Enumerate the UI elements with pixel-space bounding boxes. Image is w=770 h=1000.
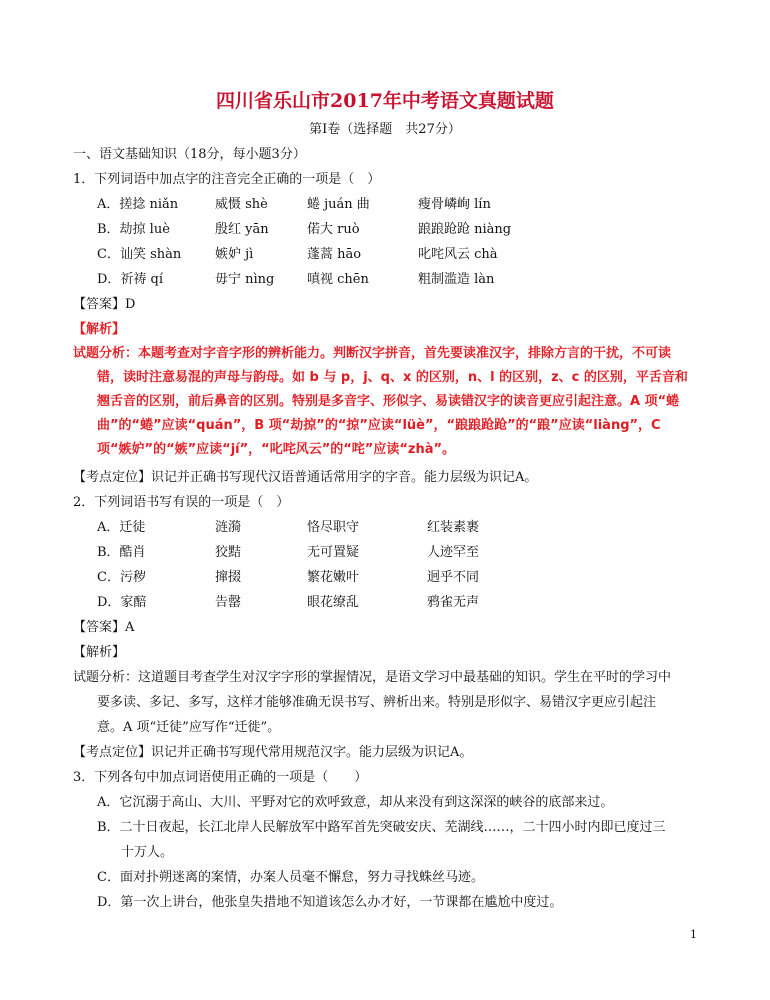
- option-cell: 粗制滥造 làn: [418, 272, 495, 287]
- option-line: B．二十日夜起，长江北岸人民解放军中路军首先突破安庆、芜湖线……，二十四小时内即已度过三: [97, 820, 666, 835]
- option-cell: 蜷 juán 曲: [307, 197, 370, 212]
- option-cell: D．祈祷 qí: [97, 272, 164, 287]
- analysis-line: 试题分析：本题考查对字音字形的辨析能力。判断汉字拼音，首先要读准汉字，排除方言的干扰，不可读: [73, 346, 672, 361]
- option-cell: 叱咤风云 chà: [418, 247, 498, 262]
- option-cell: A．搓捻 niǎn: [97, 197, 179, 212]
- question-2-stem: 2．下列词语书写有误的一项是（ ）: [73, 495, 290, 510]
- option-cell: 毋宁 nìng: [215, 272, 275, 287]
- option-cell: 殷红 yān: [215, 222, 269, 237]
- analysis-line: 要多读、多记、多写，这样才能够准确无误书写、辨析出来。特别是形似字、易错汉字更应引起注: [97, 695, 657, 710]
- option-line: C．面对扑朔迷离的案情，办案人员毫不懈怠，努力寻找蛛丝马迹。: [97, 870, 484, 885]
- option-cell: B．酷肖: [97, 545, 146, 560]
- question-3-stem: 3．下列各句中加点词语使用正确的一项是（ ）: [73, 770, 368, 785]
- analysis-heading: 【解析】: [73, 645, 126, 660]
- knowledge-point: 【考点定位】识记并正确书写现代汉语普通话常用字的字音。能力层级为识记A。: [73, 470, 538, 485]
- option-line: D．第一次上讲台，他张皇失措地不知道该怎么办才好，一节课都在尴尬中度过。: [97, 895, 563, 910]
- option-cell: B．劫掠 luè: [97, 222, 170, 237]
- option-cell: 嫉妒 jì: [215, 247, 254, 262]
- option-cell: A．迁徒: [97, 520, 146, 535]
- option-cell: 蓬蒿 hāo: [307, 247, 362, 262]
- option-cell: D．家醅: [97, 595, 147, 610]
- section-heading: 一、语文基础知识（18分，每小题3分）: [73, 147, 306, 162]
- analysis-line: 曲”的“蜷”应读“quán”，B 项“劫掠”的“掠”应读“lüè”，“踉踉跄跄”的“踉”应读“liàng”，C: [97, 418, 661, 433]
- option-cell: 迥乎不同: [427, 570, 480, 585]
- option-cell: 嗔视 chēn: [307, 272, 369, 287]
- option-cell: 人迹罕至: [427, 545, 480, 560]
- option-cell: 繁花嫩叶: [307, 570, 360, 585]
- page-number: 1: [690, 928, 697, 941]
- option-cell: 狡黠: [215, 545, 242, 560]
- analysis-heading: 【解析】: [73, 322, 126, 337]
- option-cell: 恪尽职守: [307, 520, 360, 535]
- option-cell: 涟漪: [215, 520, 242, 535]
- option-cell: 瘦骨嶙峋 lín: [418, 197, 491, 212]
- analysis-line: 错，读时注意易混的声母与韵母。如 b 与 p，j、q、x 的区别，n、l 的区别，z、c 的区别，平舌音和: [97, 370, 688, 385]
- answer-label: 【答案】A: [73, 620, 135, 635]
- section-subtitle: 第Ⅰ卷（选择题 共27分）: [309, 122, 461, 137]
- option-line: 十万人。: [121, 845, 174, 860]
- option-cell: 鸦雀无声: [427, 595, 480, 610]
- option-line: A．它沉溺于高山、大川、平野对它的欢呼致意，却从来没有到这深深的峡谷的底部来过。: [97, 795, 614, 810]
- page-title: 四川省乐山市2017年中考语文真题试题: [216, 90, 554, 112]
- analysis-line: 项“嫉妒”的“嫉”应读“jí”，“叱咤风云”的“咤”应读“zhà”。: [97, 442, 456, 457]
- option-cell: 撺掇: [215, 570, 242, 585]
- option-cell: 踉踉跄跄 niàng: [418, 222, 512, 237]
- option-cell: 威慑 shè: [215, 197, 268, 212]
- option-cell: 告罄: [215, 595, 242, 610]
- analysis-line: 翘舌音的区别，前后鼻音的区别。特别是多音字、形似字、易读错汉字的读音更应引起注意。A 项“蜷: [97, 394, 680, 409]
- option-cell: C．污秽: [97, 570, 146, 585]
- knowledge-point: 【考点定位】识记并正确书写现代常用规范汉字。能力层级为识记A。: [73, 745, 473, 760]
- analysis-line: 意。A 项“迁徒”应写作“迁徙”。: [97, 720, 281, 735]
- option-cell: 偌大 ruò: [307, 222, 360, 237]
- option-cell: 红装素裹: [427, 520, 480, 535]
- option-cell: C．讪笑 shàn: [97, 247, 182, 262]
- question-1-stem: 1．下列词语中加点字的注音完全正确的一项是（ ）: [73, 172, 381, 187]
- option-cell: 无可置疑: [307, 545, 360, 560]
- answer-label: 【答案】D: [73, 297, 136, 312]
- analysis-line: 试题分析：这道题目考查学生对汉字字形的掌握情况，是语文学习中最基础的知识。学生在平时的学习中: [73, 670, 672, 685]
- option-cell: 眼花缭乱: [307, 595, 360, 610]
